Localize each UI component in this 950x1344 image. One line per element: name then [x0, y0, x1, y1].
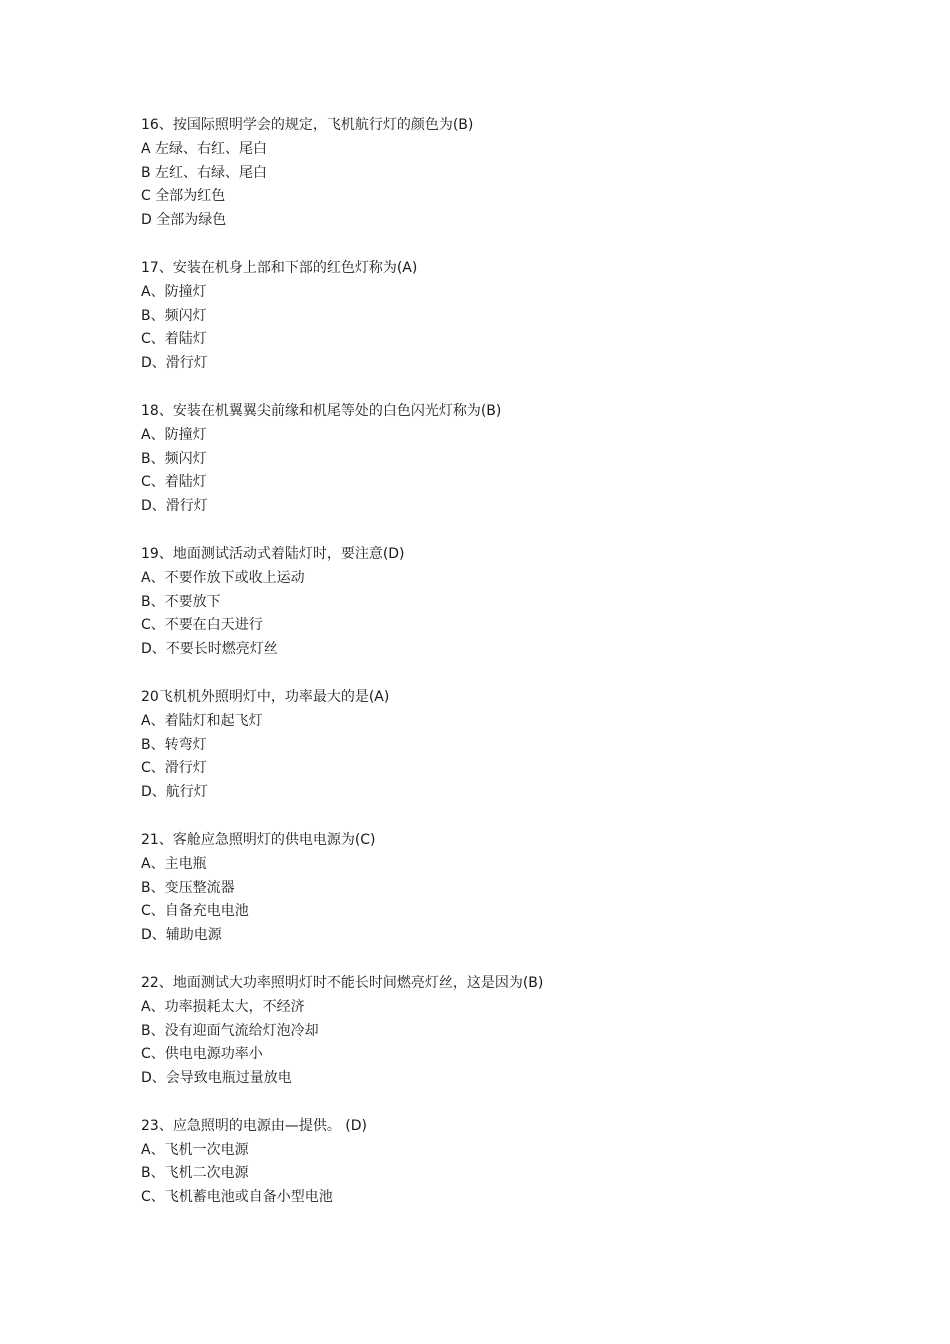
option-d: D、滑行灯 — [141, 355, 208, 372]
question-stem: 23、应急照明的电源由—提供。 (D) — [141, 1117, 367, 1134]
question-23 — [141, 1115, 841, 1210]
question-stem: 19、地面测试活动式着陆灯时，要注意(D) — [141, 545, 405, 562]
option-d: D、辅助电源 — [141, 927, 222, 944]
option-a: A、防撞灯 — [141, 426, 207, 443]
option-c: C 全部为红色 — [141, 188, 226, 205]
option-b: B、飞机二次电源 — [141, 1165, 249, 1182]
question-22 — [141, 972, 841, 1091]
option-a: A、功率损耗太大，不经济 — [141, 998, 305, 1015]
question-stem: 21、客舱应急照明灯的供电电源为(C) — [141, 831, 376, 848]
question-21 — [141, 829, 841, 948]
question-stem: 18、安装在机翼翼尖前缘和机尾等处的白色闪光灯称为(B) — [141, 402, 502, 419]
question-stem: 17、安装在机身上部和下部的红色灯称为(A) — [141, 259, 418, 276]
option-c: C、飞机蓄电池或自备小型电池 — [141, 1189, 333, 1206]
option-a: A、防撞灯 — [141, 283, 207, 300]
option-a: A、不要作放下或收上运动 — [141, 569, 305, 586]
option-b: B、频闪灯 — [141, 450, 207, 467]
option-d: D、航行灯 — [141, 784, 208, 801]
question-20 — [141, 686, 841, 805]
option-b: B、变压整流器 — [141, 879, 235, 896]
option-a: A 左绿、右红、尾白 — [141, 140, 268, 157]
option-b: B、转弯灯 — [141, 736, 207, 753]
question-17 — [141, 257, 841, 376]
option-c: C、滑行灯 — [141, 760, 207, 777]
option-c: C、自备充电电池 — [141, 903, 249, 920]
option-d: D 全部为绿色 — [141, 212, 227, 229]
question-stem: 16、按国际照明学会的规定，飞机航行灯的颜色为(B) — [141, 117, 474, 133]
option-d: D、滑行灯 — [141, 498, 208, 515]
option-d: D、不要长时燃亮灯丝 — [141, 641, 278, 658]
option-d: D、会导致电瓶过量放电 — [141, 1070, 292, 1087]
question-18 — [141, 400, 841, 519]
option-c: C、着陆灯 — [141, 474, 207, 491]
option-a: A、着陆灯和起飞灯 — [141, 712, 263, 729]
option-a: A、飞机一次电源 — [141, 1141, 249, 1158]
option-b: B、频闪灯 — [141, 307, 207, 324]
option-a: A、主电瓶 — [141, 855, 207, 872]
question-stem: 22、地面测试大功率照明灯时不能长时间燃亮灯丝，这是因为(B) — [141, 974, 544, 991]
question-19 — [141, 543, 841, 662]
option-c: C、着陆灯 — [141, 331, 207, 348]
question-16 — [141, 114, 841, 233]
option-b: B 左红、右绿、尾白 — [141, 164, 268, 181]
option-b: B、没有迎面气流给灯泡冷却 — [141, 1022, 319, 1039]
question-list — [141, 114, 841, 1234]
question-stem: 20飞机机外照明灯中，功率最大的是(A) — [141, 688, 390, 705]
option-b: B、不要放下 — [141, 593, 221, 610]
option-c: C、供电电源功率小 — [141, 1046, 263, 1063]
option-c: C、不要在白天进行 — [141, 617, 263, 634]
